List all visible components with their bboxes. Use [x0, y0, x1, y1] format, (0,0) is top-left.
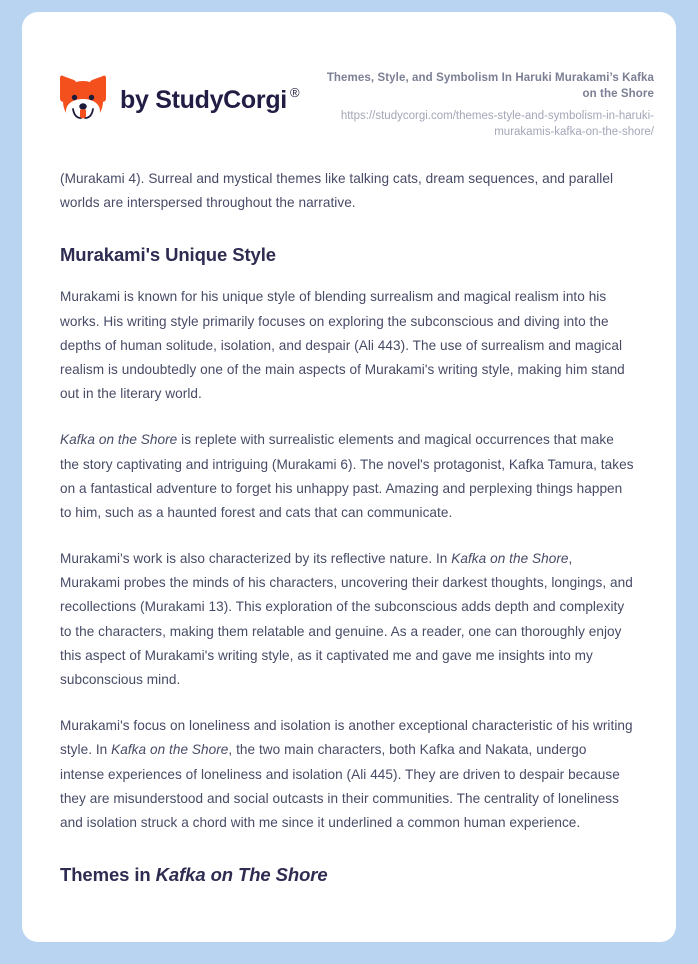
document-meta	[324, 68, 654, 141]
paragraph-loneliness-isolation	[60, 714, 634, 835]
heading-prefix: Themes in	[60, 864, 156, 886]
registered-trademark-icon: ®	[289, 84, 300, 100]
paragraph-surrealistic-elements	[60, 428, 634, 525]
paragraph-text: Murakami's focus on loneliness and isolation is another exceptional characteristic of his writing style. In	[60, 718, 633, 758]
paragraph-text: , Murakami probes the minds of his characters, uncovering their darkest thoughts, longings, and recollections (Murakami 13). This exploration of the subconscious adds depth and complexity to the characters, making them relatable and genuine. As a reader, one can thoroughly enjoy this aspect of Murakami's writing style, as it captivated me and gave me insights into my subconscious mind.	[60, 551, 633, 688]
heading-murakamis-unique-style: Murakami's Unique Style	[60, 244, 276, 266]
heading-themes-in-kafka-on-the-shore	[60, 863, 634, 887]
brand-wordmark-text: by StudyCorgi	[120, 85, 287, 114]
paragraph-reflective-nature	[60, 547, 634, 692]
document-body	[22, 141, 676, 887]
paragraph-text: , the two main characters, both Kafka and Nakata, undergo intense experiences of loneliness and isolation (Ali 445). They are driven to despair because they are misunderstood and social outcasts in their communities. The centrality of loneliness and isolation struck a chord with me since it underlined a common human experience.	[60, 742, 620, 830]
document-header	[22, 12, 676, 141]
studycorgi-brand[interactable]	[58, 68, 299, 126]
document-page-card	[22, 12, 676, 942]
paragraph-intro: (Murakami 4). Surreal and mystical themes like talking cats, dream sequences, and parallel worlds are interspersed throughout the narrative.	[60, 171, 614, 211]
book-title-italic: Kafka on the Shore	[451, 551, 569, 567]
document-source-url[interactable]: https://studycorgi.com/themes-style-and-symbolism-in-haruki-murakamis-kafka-on-the-shore/	[340, 109, 654, 139]
paragraph-text: is replete with surrealistic elements and magical occurrences that make the story captivating and intriguing (Murakami 6). The novel's protagonist, Kafka Tamura, takes on a fantastical adventure to forget his unhappy past. Amazing and perplexing things happen to him, such as a haunted forest and cats that can communicate.	[60, 432, 634, 520]
brand-wordmark	[120, 84, 300, 114]
paragraph-text: Murakami's work is also characterized by its reflective nature. In	[60, 551, 452, 567]
corgi-face-icon	[58, 74, 108, 126]
book-title-italic: Kafka on the Shore	[60, 432, 178, 448]
book-title-italic: Kafka on the Shore	[111, 742, 229, 758]
paragraph-writing-style: Murakami is known for his unique style of blending surrealism and magical realism into his works. His writing style primarily focuses on exploring the subconscious and diving into the depths of human solitude, isolation, and despair (Ali 443). The use of surrealism and magical realism is undoubtedly one of the main aspects of Murakami's writing style, making him stand out in the literary world.	[60, 289, 625, 402]
document-title: Themes, Style, and Symbolism In Haruki Murakami’s Kafka on the Shore	[326, 72, 654, 101]
heading-book-title-italic: Kafka on The Shore	[155, 864, 328, 886]
